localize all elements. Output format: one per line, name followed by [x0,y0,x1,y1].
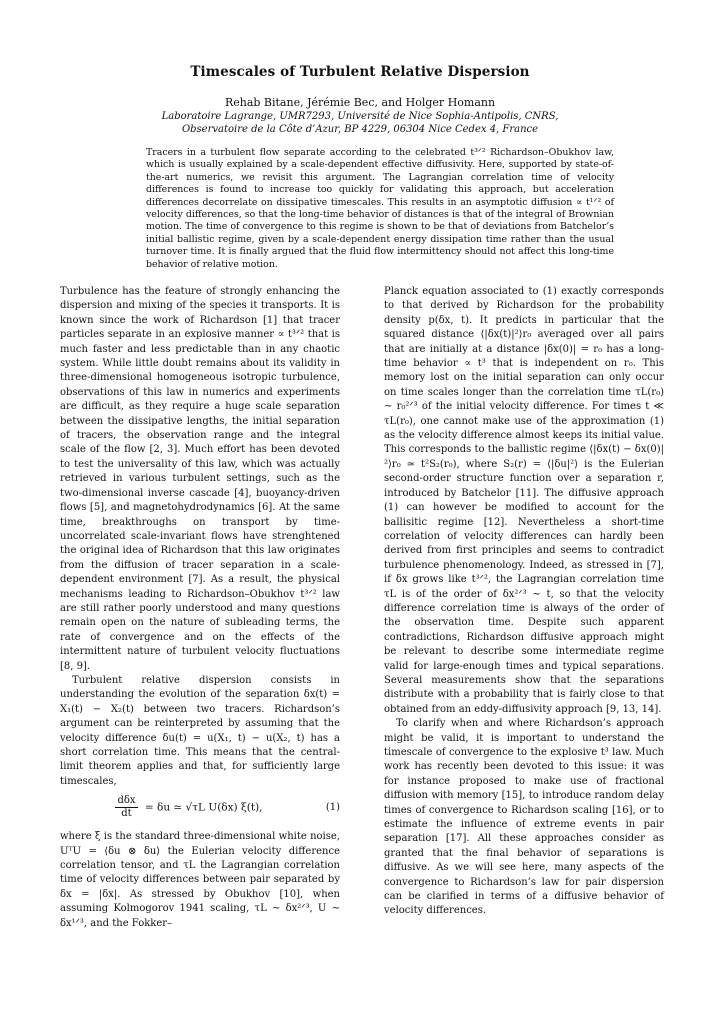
equation-1 [60,795,340,820]
left-column [60,285,340,931]
notation-paragraph: where ξ is the standard three-dimensional white noise, UᵀU = ⟨δu ⊗ δu⟩ the Eulerian velocity difference correlation tensor, and τL the Lagrangian correlation time of velocity differences between pair separated by δx = |δx|. As stressed by Obukhov [10], when assuming Kolmogorov 1941 scaling, τL ∼ δx²ᐟ³, U ∼ δx¹ᐟ³, and the Fokker– [60,831,340,929]
equation-rhs: = δu ≃ √τL U(δx) ξ(t), [144,801,263,814]
equation-number: (1) [325,801,340,813]
timescale-paragraph: To clarify when and where Richardson’s approach might be valid, it is important to understand the timescale of convergence to the explosive t³ law. Much work has recently been devoted to this issue: it was for instance proposed to make use of fractional diffusion with memory [15], to introduce random delay times of convergence to Richardson scaling [16], or to estimate the influence of extreme events in pair separation [17]. All these approaches consider as granted that the final behavior of separations is diffusive. As we will see here, many aspects of the convergence to Richardson’s law for pair dispersion can be clarified in terms of a diffusive behavior of velocity differences. [384,718,664,917]
equation-denominator: dt [121,808,132,820]
author-list: Rehab Bitane, Jérémie Bec, and Holger Homann [224,96,496,109]
equation-fraction [115,795,137,820]
equation-numerator: dδx [117,795,136,807]
abstract: Tracers in a turbulent flow separate according to the celebrated t³ᐟ² Richardson–Obukhov law, which is usually explained by a scale-dependent effective diffusivity. Here, supported by state-of-the-art numerics, we revisit this argument. The Lagrangian correlation time of velocity differences is found to increase too quickly for validating this approach, but acceleration differences decorrelate on dissipative timescales. This results in an asymptotic diffusion ∝ t¹ᐟ² of velocity differences, so that the long-time behavior of distances is that of the integral of Brownian motion. The time of convergence to this regime is shown to be that of deviations from Batchelor’s initial ballistic regime, given by a scale-dependent energy dissipation time rather than the usual turnover time. It is finally argued that the fluid flow intermittency should not affect this long-time behavior of relative motion. [146,147,614,270]
paper-title: Timescales of Turbulent Relative Dispersion [190,64,530,80]
intro-paragraph: Turbulence has the feature of strongly enhancing the dispersion and mixing of the species it transports. It is known since the work of Richardson [1] that tracer particles separate in an explosive manner ∝ t³ᐟ² that is much faster and less predictable than in any chaotic system. While little doubt remains about its validity in three-dimensional homogeneous isotropic turbulence, observations of this law in numerics and experiments are difficult, as they require a huge scale separation between the dissipative lengths, the initial separation of tracers, the observation range and the integral scale of the flow [2, 3]. Much effort has been devoted to test the universality of this law, which was actually retrieved in various turbulent settings, such as the two-dimensional inverse cascade [4], buoyancy-driven flows [5], and magnetohydrodynamics [6]. At the same time, breakthroughs on transport by time-uncorrelated scale-invariant flows have strenghtened the original idea of Richardson that this law originates from the diffusion of tracer separation in a scale-dependent environment [7]. As a result, the physical mechanisms leading to Richardson–Obukhov t³ᐟ² law are still rather poorly understood and many questions remain open on the nature of subleading terms, the rate of convergence and on the effects of the intermittent nature of turbulent velocity fluctuations [8, 9]. [60,286,340,672]
equation-body [60,795,318,820]
right-column [384,285,664,919]
affiliation-line-2: Observatoire de la Côte d’Azur, BP 4229, 06304 Nice Cedex 4, France [181,124,539,135]
dispersion-paragraph: Turbulent relative dispersion consists in understanding the evolution of the separation δx(t) = X₁(t) − X₂(t) between two tracers. Richardson’s argument can be reinterpreted by assuming that the velocity difference δu(t) = u(X₁, t) − u(X₂, t) has a short correlation time. This means that the central-limit theorem applies and that, for sufficiently large timescales, [60,674,340,787]
affiliation-line-1: Laboratoire Lagrange, UMR7293, Université de Nice Sophia-Antipolis, CNRS, [161,111,559,122]
fokker-planck-paragraph: Planck equation associated to (1) exactly corresponds to that derived by Richardson for the probability density p(δx, t). It predicts in particular that the squared distance ⟨|δx(t)|²⟩r₀ averaged over all pairs that are initially at a distance |δx(0)| = r₀ has a long-time behavior ∝ t³ that is independent on r₀. This memory lost on the initial separation can only occur on time scales longer than the correlation time τL(r₀) ∼ r₀²ᐟ³ of the initial velocity difference. For times t ≪ τL(r₀), one cannot make use of the approximation (1) as the velocity difference almost keeps its initial value. This corresponds to the ballistic regime ⟨|δx(t) − δx(0)|²⟩r₀ ≃ t²S₂(r₀), where S₂(r) = ⟨|δu|²⟩ is the Eulerian second-order structure function over a separation r, introduced by Batchelor [11]. The diffusive approach (1) can however be modified to account for the ballisitic regime [12]. Nevertheless a short-time correlation of velocity differences can hardly been derived from first principles and seems to contradict turbulence phenomenology. Indeed, as stressed in [7], if δx grows like t³ᐟ², the Lagrangian correlation time τL is of the order of δx²ᐟ³ ∼ t, so that the velocity difference correlation time is always of the order of the observation time. Despite such apparent contradictions, Richardson diffusive approach might be relevant to describe some intermediate regime valid for large-enough times and typical separations. Several measurements show that the separations distribute with a probability that is fairly close to that obtained from an eddy-diffusivity approach [9, 13, 14]. [384,286,664,715]
